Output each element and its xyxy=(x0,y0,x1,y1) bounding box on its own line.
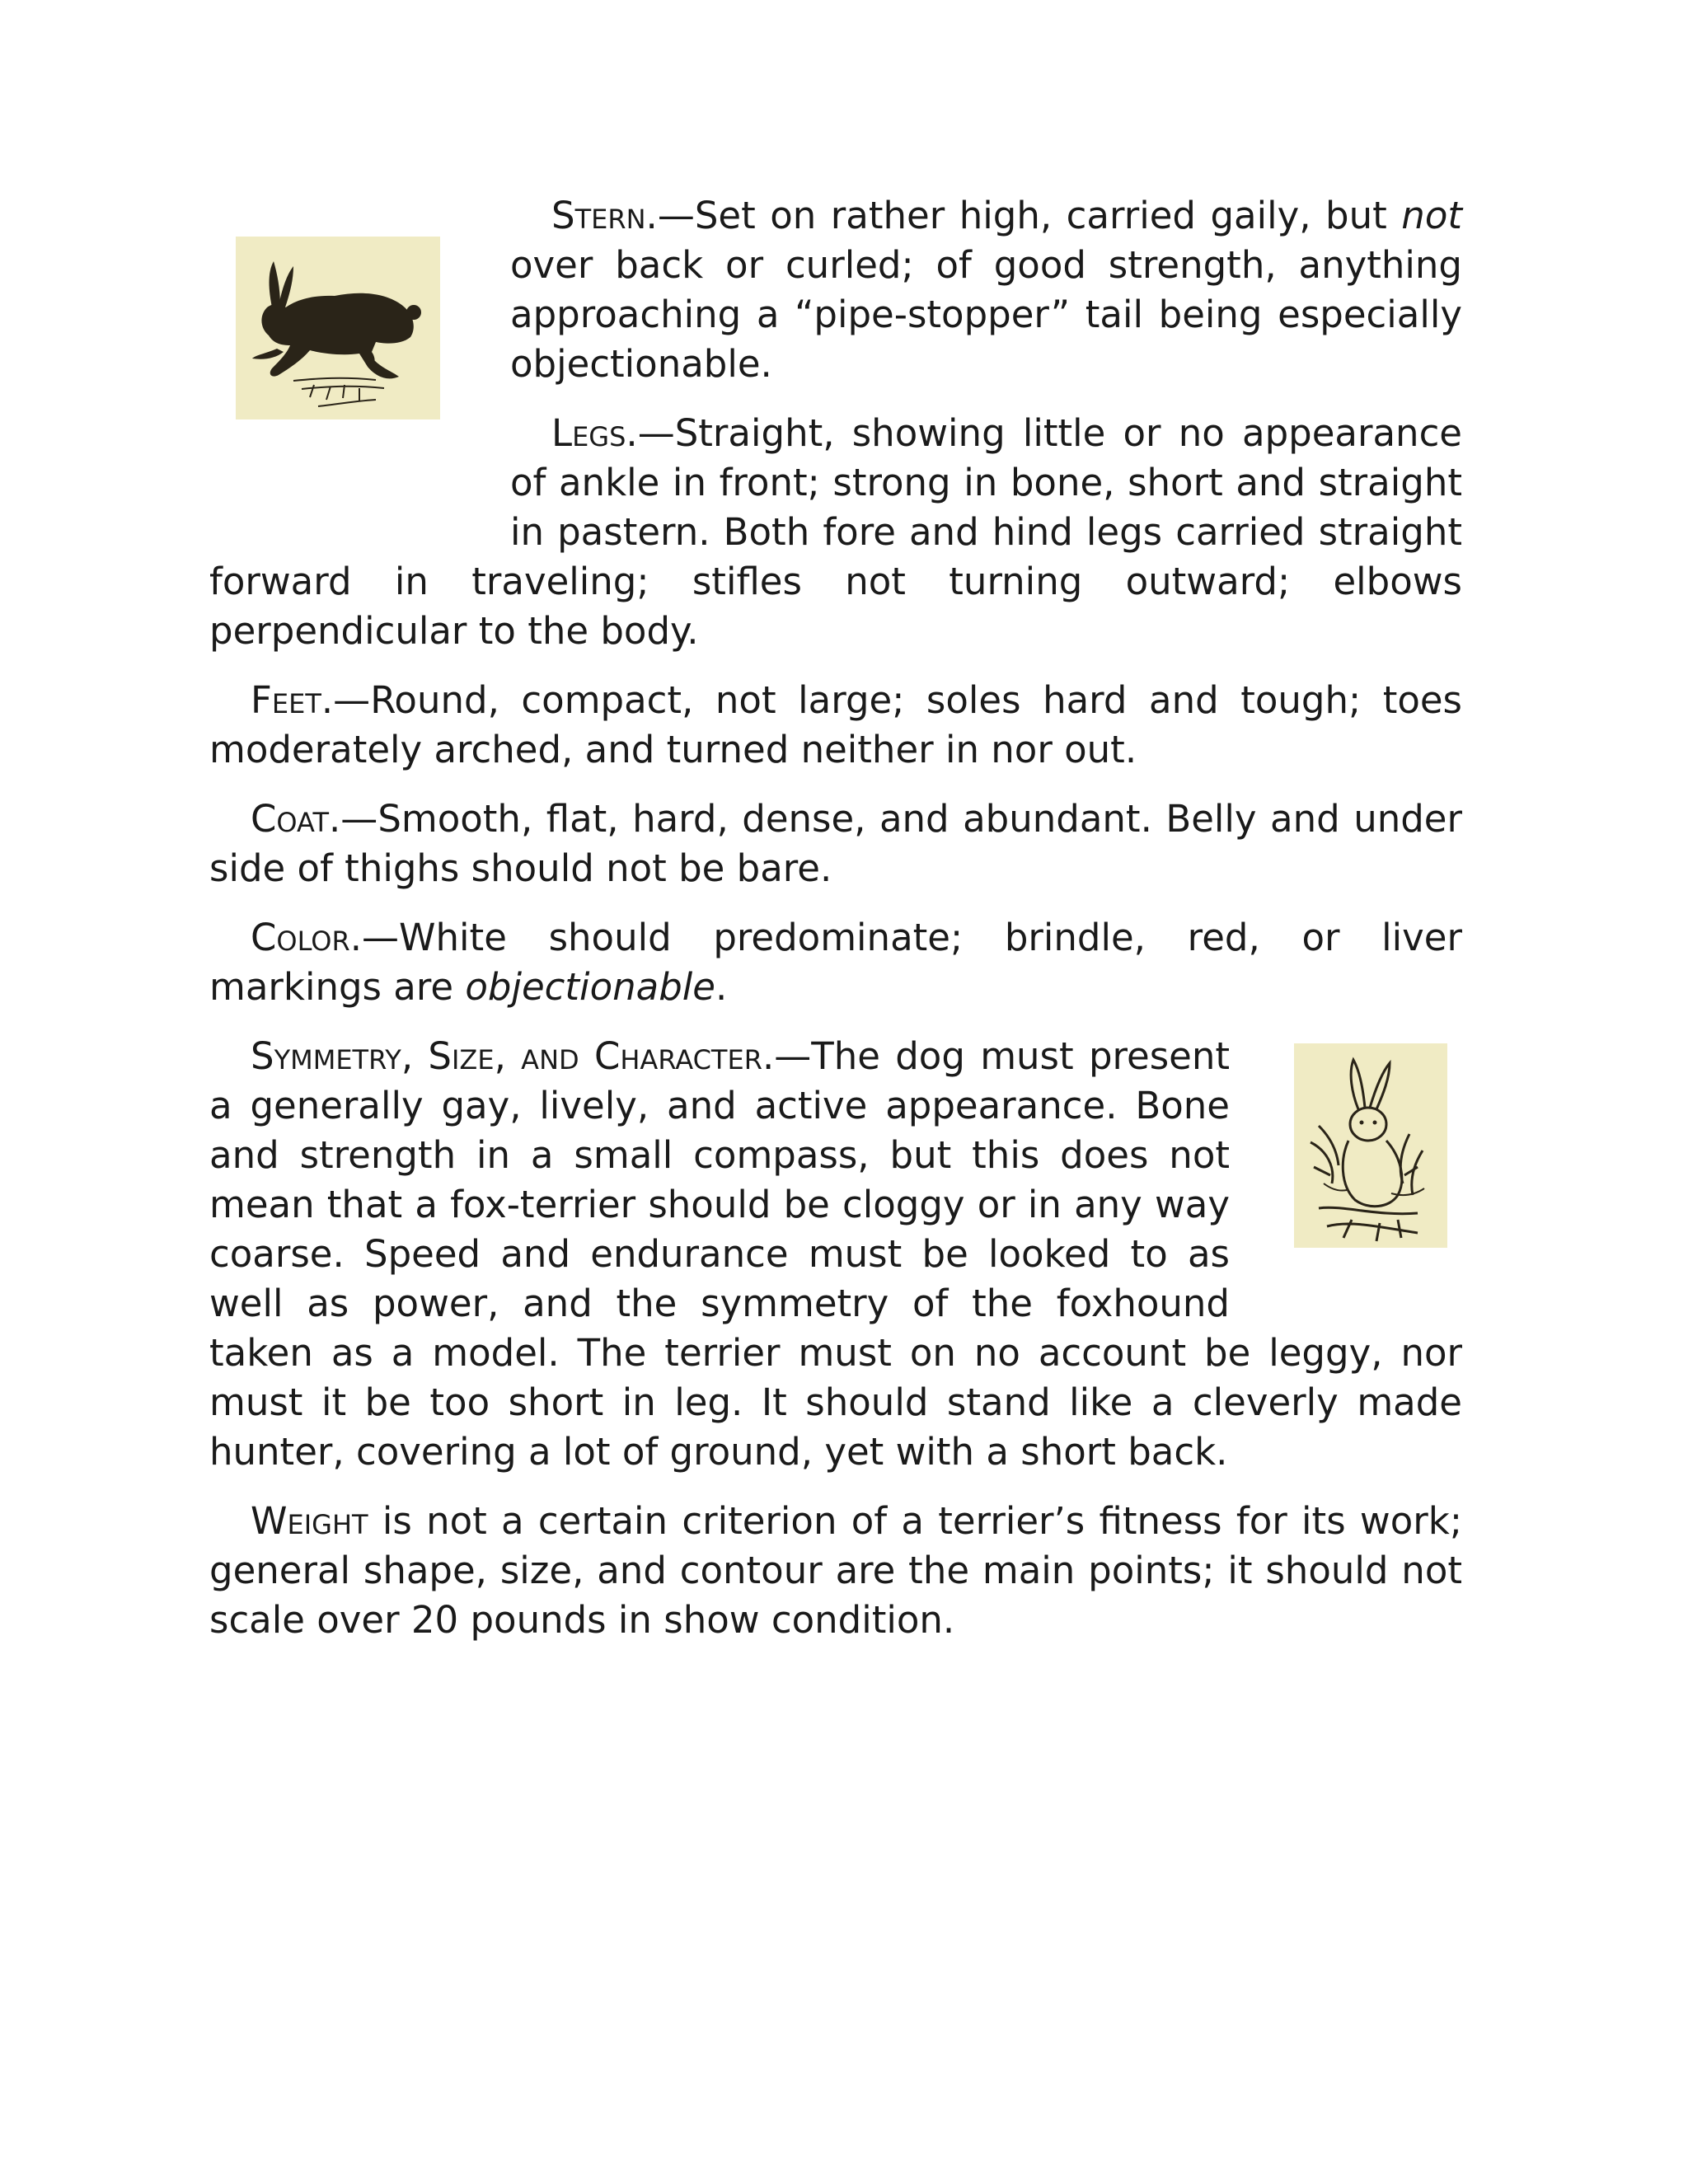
legs-text: Straight, showing little or no appearance of ankle in front; strong in bone, short and straight in pastern. Both fore and hind legs carried straight forward in traveling; stifles not turning outward; elbows perpendicular to the body. xyxy=(209,411,1462,653)
sitting-rabbit-illustration-wrap xyxy=(1230,1032,1462,1304)
stern-emphasis: not xyxy=(1401,194,1462,237)
symmetry-text: The dog must present a generally gay, lively, and active appearance. Bone and strength in a small compass, but this does not mean that a fox-terrier should be cloggy or in any way coarse. Speed and endurance must be looked to as well as power, and the symmetry of the foxhound taken as a model. The terrier must on no account be leggy, nor must it be too short in leg. It should stand like a cleverly made hunter, covering a lot of ground, yet with a short back. xyxy=(209,1034,1462,1474)
running-rabbit-illustration xyxy=(236,237,440,419)
weight-paragraph xyxy=(209,1497,1462,1645)
symmetry-heading: Symmetry, Size, and Character xyxy=(251,1034,762,1078)
feet-separator: .— xyxy=(321,678,371,722)
stern-text-b: over back or curled; of good strength, anything approaching a “pipe-stopper” tail being especially objectionable. xyxy=(510,243,1462,386)
feet-heading: Feet xyxy=(251,678,321,722)
color-heading: Color xyxy=(251,916,350,959)
running-rabbit-illustration-wrap xyxy=(0,191,510,517)
sitting-rabbit-illustration xyxy=(1294,1043,1447,1248)
coat-paragraph xyxy=(209,794,1462,893)
color-separator: .— xyxy=(349,916,400,959)
weight-text: is not a certain criterion of a terrier’s fitness for its work; general shape, size, and contour are the main points; it should not scale over 20 pounds in show condition. xyxy=(209,1499,1462,1642)
symmetry-separator: .— xyxy=(762,1034,812,1078)
color-text-a: White should predominate; brindle, red, or liver markings are xyxy=(209,916,1462,1009)
stern-separator: .— xyxy=(645,194,695,237)
coat-text: Smooth, flat, hard, dense, and abundant. Belly and under side of thighs should not be bare. xyxy=(209,797,1462,890)
feet-text: Round, compact, not large; soles hard and tough; toes moderately arched, and turned neither in nor out. xyxy=(209,678,1462,771)
color-emphasis: objectionable xyxy=(465,965,715,1009)
coat-separator: .— xyxy=(329,797,378,841)
color-paragraph xyxy=(209,913,1462,1012)
stern-text-a: Set on rather high, carried gaily, but xyxy=(694,194,1402,237)
legs-separator: .— xyxy=(626,411,675,455)
legs-heading: Legs xyxy=(551,411,626,455)
color-text-b: . xyxy=(715,965,728,1009)
page-body xyxy=(209,191,1462,1665)
coat-heading: Coat xyxy=(251,797,329,841)
feet-paragraph xyxy=(209,676,1462,775)
stern-heading: Stern xyxy=(551,194,646,237)
weight-heading: Weight xyxy=(251,1499,368,1543)
